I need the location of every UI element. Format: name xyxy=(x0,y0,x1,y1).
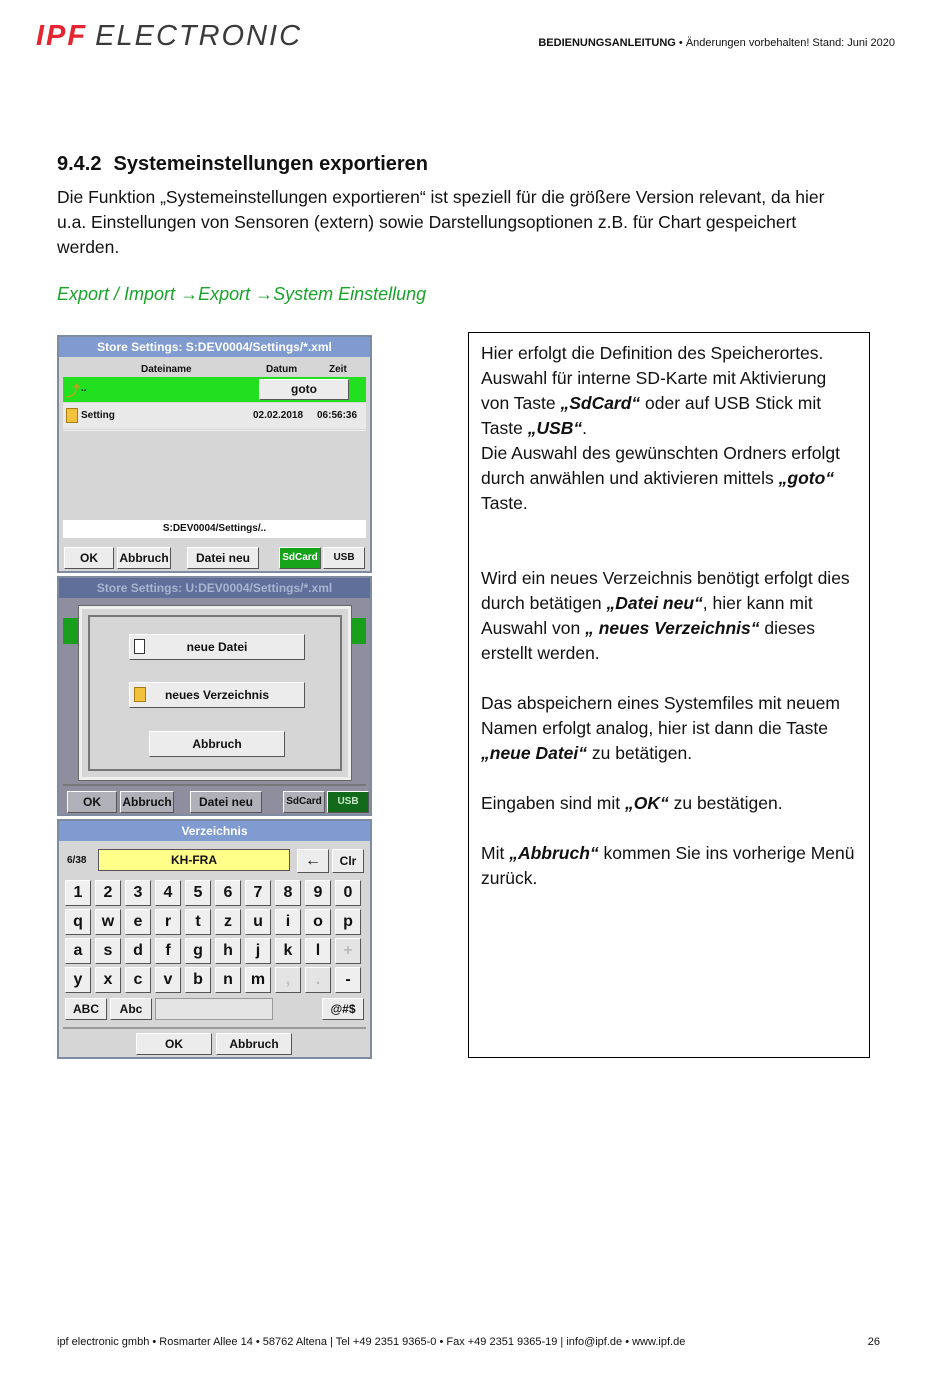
sdcard-button[interactable]: SdCard xyxy=(279,547,321,569)
current-path: S:DEV0004/Settings/.. xyxy=(63,520,366,538)
sdcard-button[interactable]: SdCard xyxy=(283,791,325,813)
screen-title: Verzeichnis xyxy=(59,821,370,841)
new-directory-option-button[interactable] xyxy=(129,682,305,708)
key-row3-2[interactable]: d xyxy=(125,938,151,964)
doc-note: • Änderungen vorbehalten! Stand: Juni 2020 xyxy=(675,37,895,49)
instruction-box xyxy=(468,332,870,1058)
menu-path-part3: System Einstellung xyxy=(273,284,427,304)
file-name: Setting xyxy=(81,410,115,421)
key-row1-3[interactable]: 4 xyxy=(155,880,181,906)
key-row4-2[interactable]: c xyxy=(125,967,151,993)
key-row1-8[interactable]: 9 xyxy=(305,880,331,906)
new-file-button[interactable]: Datei neu xyxy=(187,547,259,569)
key-row4-8[interactable]: . xyxy=(305,967,331,993)
key-row1-9[interactable]: 0 xyxy=(335,880,361,906)
clear-button[interactable]: Clr xyxy=(332,849,364,873)
page-footer: ipf electronic gmbh • Rosmarter Allee 14 • 58762 Altena | Tel +49 2351 9365-0 • Fax +49 2351 9365-19 | info@ipf.de • www.ipf.de xyxy=(57,1336,686,1348)
key-row4-0[interactable]: y xyxy=(65,967,91,993)
key-row2-4[interactable]: t xyxy=(185,909,211,935)
text: Das abspeichern eines Systemfiles mit neuem Namen erfolgt analog, hier ist dann die Taste xyxy=(481,693,840,738)
dialog-panel xyxy=(79,606,351,780)
text: Taste. xyxy=(481,493,528,513)
text: Hier erfolgt die Definition des Speicherortes. Auswahl für interne SD-Karte mit Aktivierung von Taste xyxy=(481,343,827,413)
folder-icon xyxy=(134,687,146,702)
directory-name-input[interactable]: KH-FRA xyxy=(98,849,290,871)
text: Eingaben sind mit xyxy=(481,793,625,813)
emphasis: „OK“ xyxy=(624,793,669,813)
page-number: 26 xyxy=(867,1336,880,1348)
key-row4-6[interactable]: m xyxy=(245,967,271,993)
uppercase-button[interactable]: ABC xyxy=(65,998,107,1020)
key-row3-9[interactable]: + xyxy=(335,938,361,964)
key-row1-0[interactable]: 1 xyxy=(65,880,91,906)
new-file-option-button[interactable] xyxy=(129,634,305,660)
usb-button[interactable]: USB xyxy=(327,791,369,813)
folder-up-icon: ⤴ xyxy=(66,383,80,399)
key-row4-3[interactable]: v xyxy=(155,967,181,993)
new-directory-label: neues Verzeichnis xyxy=(164,688,270,702)
emphasis: „SdCard“ xyxy=(560,393,641,413)
company-logo xyxy=(36,20,302,52)
arrow-icon: → xyxy=(180,284,199,304)
space-key[interactable] xyxy=(155,998,273,1020)
text: zu bestätigen. xyxy=(668,793,783,813)
emphasis: „USB“ xyxy=(527,418,583,438)
divider xyxy=(63,1027,366,1029)
key-row4-7[interactable]: , xyxy=(275,967,301,993)
section-heading xyxy=(57,153,428,176)
text: oder auf USB Stick mit Taste xyxy=(481,393,822,438)
key-row3-4[interactable]: g xyxy=(185,938,211,964)
highlight-strip xyxy=(63,618,78,644)
new-file-button[interactable]: Datei neu xyxy=(190,791,262,813)
doc-type: BEDIENUNGSANLEITUNG xyxy=(538,37,676,49)
file-list-empty-area xyxy=(63,430,366,520)
key-row2-2[interactable]: e xyxy=(125,909,151,935)
text: kommen Sie ins vorherige Menü zurück. xyxy=(481,843,855,888)
column-header-filename: Dateiname xyxy=(141,364,192,375)
ok-button[interactable]: OK xyxy=(64,547,114,569)
screen-title: Store Settings: S:DEV0004/Settings/*.xml xyxy=(59,337,370,357)
cancel-button[interactable]: Abbruch xyxy=(117,547,171,569)
file-row-setting[interactable] xyxy=(63,403,366,429)
emphasis: „Datei neu“ xyxy=(606,593,703,613)
logo-ipf: IPF xyxy=(36,20,88,52)
backspace-button[interactable]: ← xyxy=(297,849,329,873)
ok-button[interactable]: OK xyxy=(67,791,117,813)
column-header-date: Datum xyxy=(266,364,298,375)
intro-paragraph xyxy=(57,185,847,260)
key-row2-9[interactable]: p xyxy=(335,909,361,935)
arrow-icon: → xyxy=(255,284,274,304)
instruction-p1 xyxy=(481,341,857,441)
dialog-cancel-button[interactable]: Abbruch xyxy=(149,731,285,757)
key-row4-4[interactable]: b xyxy=(185,967,211,993)
emphasis: „ neues Verzeichnis“ xyxy=(585,618,760,638)
directory-keyboard-screen xyxy=(57,819,372,1059)
key-row1-5[interactable]: 6 xyxy=(215,880,241,906)
row-name: .. xyxy=(81,383,87,394)
key-row4-5[interactable]: n xyxy=(215,967,241,993)
cancel-button[interactable]: Abbruch xyxy=(120,791,174,813)
store-settings-screen xyxy=(57,335,372,573)
key-row3-3[interactable]: f xyxy=(155,938,181,964)
key-row3-5[interactable]: h xyxy=(215,938,241,964)
menu-path xyxy=(57,284,426,305)
menu-path-part1: Export / Import xyxy=(57,284,176,304)
highlight-strip xyxy=(351,618,366,644)
text: Die Auswahl des gewünschten Ordners erfolgt durch anwählen und aktivieren mittels xyxy=(481,443,840,488)
key-row1-2[interactable]: 3 xyxy=(125,880,151,906)
logo-electronic: ELECTRONIC xyxy=(95,20,303,52)
key-row3-7[interactable]: k xyxy=(275,938,301,964)
section-title: Systemeinstellungen exportieren xyxy=(113,153,429,175)
instruction-p3 xyxy=(481,566,857,666)
new-item-dialog-screen xyxy=(57,576,372,816)
key-row1-6[interactable]: 7 xyxy=(245,880,271,906)
intro-text: Die Funktion „Systemeinstellungen exportieren“ ist speziell für die größere Version relevant, da hier u.a. Einstellungen von Sensoren (extern) sowie Darstellungsoptionen z.B. für Chart gespeichert werden. xyxy=(57,187,825,257)
text: Mit xyxy=(481,843,510,863)
key-row1-1[interactable]: 2 xyxy=(95,880,121,906)
cancel-button[interactable]: Abbruch xyxy=(216,1033,292,1055)
instruction-p2 xyxy=(481,441,857,516)
screen-title: Store Settings: U:DEV0004/Settings/*.xml xyxy=(59,578,370,598)
key-row1-4[interactable]: 5 xyxy=(185,880,211,906)
file-time: 06:56:36 xyxy=(317,410,358,421)
instruction-p4 xyxy=(481,691,857,766)
text: dieses erstellt werden. xyxy=(481,618,815,663)
symbols-button[interactable]: @#$ xyxy=(322,998,364,1020)
text: Wird ein neues Verzeichnis benötigt erfolgt dies durch betätigen xyxy=(481,568,850,613)
new-file-label: neue Datei xyxy=(186,640,248,654)
instruction-p5 xyxy=(481,791,857,816)
key-row2-8[interactable]: o xyxy=(305,909,331,935)
emphasis: „Abbruch“ xyxy=(509,843,599,863)
text: . xyxy=(582,418,588,438)
column-header-time: Zeit xyxy=(329,364,347,375)
key-row2-5[interactable]: z xyxy=(215,909,241,935)
text: zu betätigen. xyxy=(587,743,693,763)
key-row2-6[interactable]: u xyxy=(245,909,271,935)
key-row1-7[interactable]: 8 xyxy=(275,880,301,906)
file-row-parent[interactable] xyxy=(63,377,366,402)
folder-icon xyxy=(66,408,78,423)
emphasis: „neue Datei“ xyxy=(481,743,587,763)
ok-button[interactable]: OK xyxy=(136,1033,212,1055)
usb-button[interactable]: USB xyxy=(323,547,365,569)
capitalize-button[interactable]: Abc xyxy=(110,998,152,1020)
key-row2-1[interactable]: w xyxy=(95,909,121,935)
text: , hier kann mit Auswahl von xyxy=(481,593,813,638)
emphasis: „goto“ xyxy=(778,468,835,488)
char-counter: 6/38 xyxy=(67,855,87,866)
key-row2-0[interactable]: q xyxy=(65,909,91,935)
key-row3-8[interactable]: l xyxy=(305,938,331,964)
key-row4-1[interactable]: x xyxy=(95,967,121,993)
file-icon xyxy=(134,639,145,654)
key-row3-1[interactable]: s xyxy=(95,938,121,964)
key-row3-0[interactable]: a xyxy=(65,938,91,964)
key-row2-3[interactable]: r xyxy=(155,909,181,935)
menu-path-part2: Export xyxy=(198,284,251,304)
header-note xyxy=(538,37,895,49)
key-row4-9[interactable]: - xyxy=(335,967,361,993)
file-date: 02.02.2018 xyxy=(253,410,304,421)
key-row3-6[interactable]: j xyxy=(245,938,271,964)
instruction-p6 xyxy=(481,841,857,891)
key-row2-7[interactable]: i xyxy=(275,909,301,935)
section-number: 9.4.2 xyxy=(57,153,102,175)
goto-button[interactable]: goto xyxy=(259,379,349,400)
divider xyxy=(63,784,366,786)
